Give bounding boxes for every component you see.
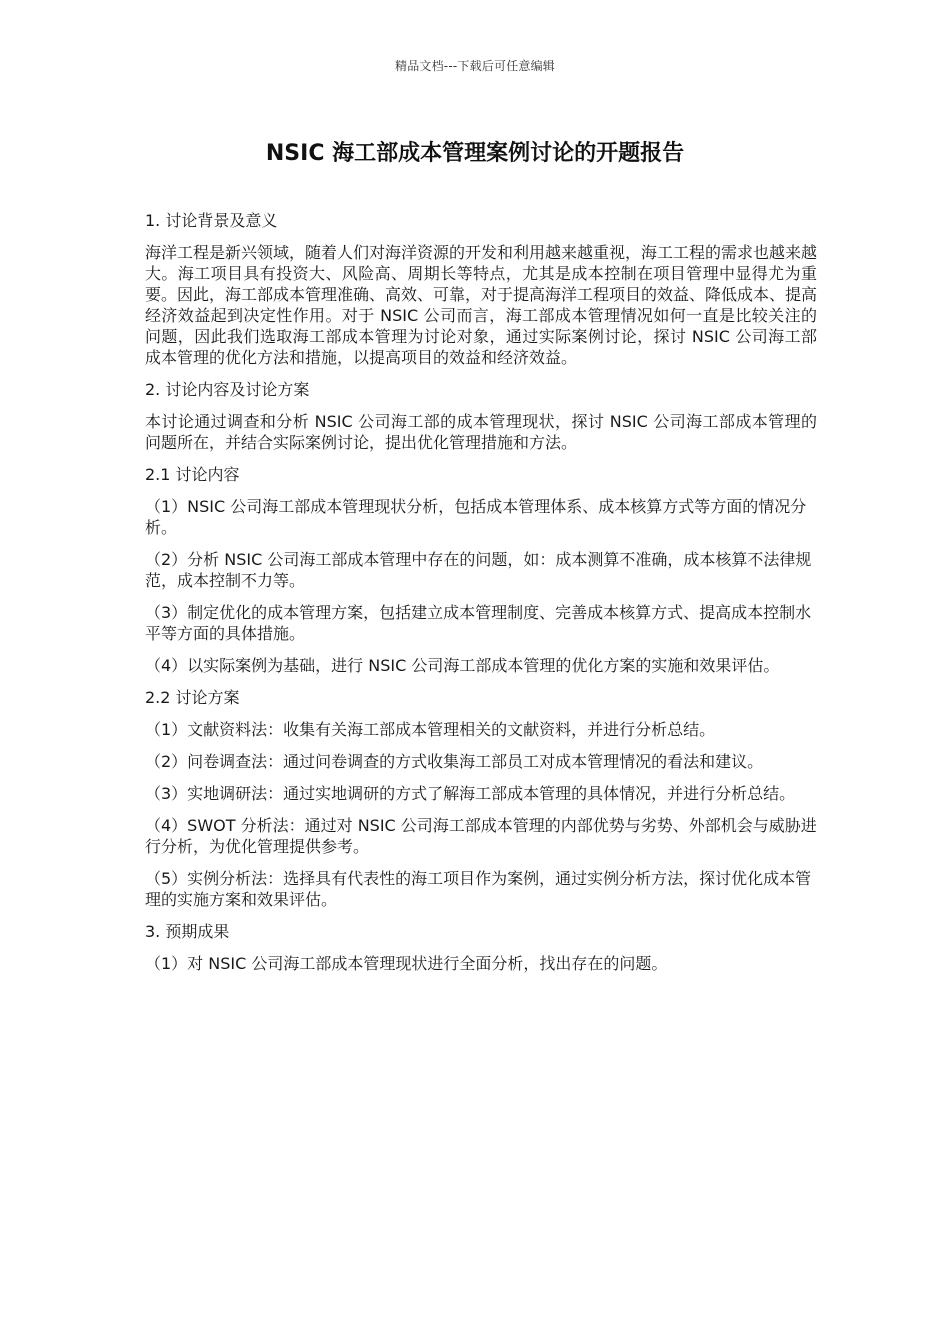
- list-item: （4）以实际案例为基础，进行 NSIC 公司海工部成本管理的优化方案的实施和效果评估。: [145, 656, 780, 675]
- list-item: （1）NSIC 公司海工部成本管理现状分析，包括成本管理体系、成本核算方式等方面的情况分析。: [145, 497, 807, 537]
- section-2-heading: 2. 讨论内容及讨论方案: [145, 380, 310, 399]
- list-item: （1）对 NSIC 公司海工部成本管理现状进行全面分析，找出存在的问题。: [145, 954, 668, 973]
- section-2-paragraph: 本讨论通过调查和分析 NSIC 公司海工部的成本管理现状，探讨 NSIC 公司海工部成本管理的问题所在，并结合实际案例讨论，提出优化管理措施和方法。: [145, 412, 817, 452]
- list-item: （3）实地调研法：通过实地调研的方式了解海工部成本管理的具体情况，并进行分析总结。: [145, 784, 796, 803]
- section-3-heading: 3. 预期成果: [145, 922, 230, 941]
- header-note: 精品文档---下载后可任意编辑: [395, 59, 555, 73]
- list-item: （4）SWOT 分析法：通过对 NSIC 公司海工部成本管理的内部优势与劣势、外部机会与威胁进行分析，为优化管理提供参考。: [145, 816, 817, 856]
- section-1-heading: 1. 讨论背景及意义: [145, 211, 278, 230]
- section-1-paragraph: 海洋工程是新兴领域，随着人们对海洋资源的开发和利用越来越重视，海工工程的需求也越来越大。海工项目具有投资大、风险高、周期长等特点，尤其是成本控制在项目管理中显得尤为重要。因此，海工部成本管理准确、高效、可靠，对于提高海洋工程项目的效益、降低成本、提高经济效益起到决定性作用。对于 NSIC 公司而言，海工部成本管理情况如何一直是比较关注的问题，因此我们选取海工部成本管理为讨论对象，通过实际案例讨论，探讨 NSIC 公司海工部成本管理的优化方法和措施，以提高项目的效益和经济效益。: [145, 243, 818, 367]
- list-item: （3）制定优化的成本管理方案，包括建立成本管理制度、完善成本核算方式、提高成本控制水平等方面的具体措施。: [145, 603, 812, 643]
- list-item: （1）文献资料法：收集有关海工部成本管理相关的文献资料，并进行分析总结。: [145, 720, 716, 739]
- list-item: （5）实例分析法：选择具有代表性的海工项目作为案例，通过实例分析方法，探讨优化成本管理的实施方案和效果评估。: [145, 869, 812, 909]
- list-item: （2）分析 NSIC 公司海工部成本管理中存在的问题，如：成本测算不准确，成本核算不法律规范，成本控制不力等。: [145, 550, 812, 590]
- document-title: NSIC 海工部成本管理案例讨论的开题报告: [265, 141, 685, 166]
- section-2-1-heading: 2.1 讨论内容: [145, 465, 240, 484]
- section-2-2-heading: 2.2 讨论方案: [145, 688, 240, 707]
- list-item: （2）问卷调查法：通过问卷调查的方式收集海工部员工对成本管理情况的看法和建议。: [145, 752, 764, 771]
- document-body: [145, 210, 817, 985]
